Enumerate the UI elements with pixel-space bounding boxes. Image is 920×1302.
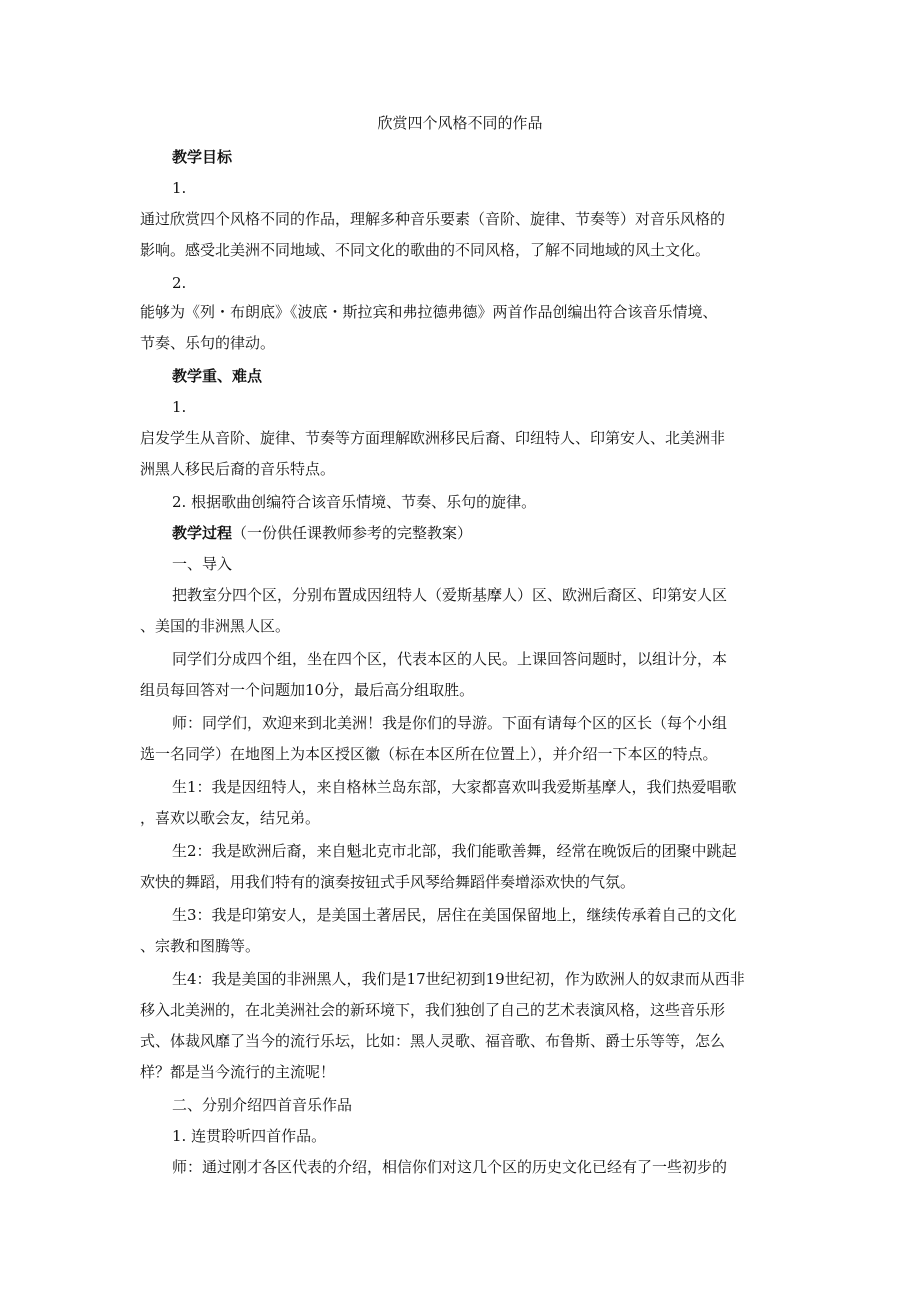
goal-paragraph-2: 能够为《列・布朗底》《波底・斯拉宾和弗拉德弗德》两首作品创编出符合该音乐情境、 节奏、乐句的律动。 xyxy=(140,303,718,352)
key-paragraph-2: 2. 根据歌曲创编符合该音乐情境、节奏、乐句的旋律。 xyxy=(172,493,537,511)
paragraph-classroom-zones: 把教室分四个区，分别布置成因纽特人（爱斯基摩人）区、欧洲后裔区、印第安人区 、美国的非洲黑人区。 xyxy=(140,586,728,635)
heading-key-points: 教学重、难点 xyxy=(172,367,263,385)
key-number-1: 1. xyxy=(172,398,187,416)
paragraph-groups: 同学们分成四个组，坐在四个区，代表本区的人民。上课回答问题时，以组计分，本 组员每回答对一个问题加10分，最后高分组取胜。 xyxy=(140,650,728,699)
goal-paragraph-1: 通过欣赏四个风格不同的作品，理解多种音乐要素（音阶、旋律、节奏等）对音乐风格的 影响。感受北美洲不同地域、不同文化的歌曲的不同风格，了解不同地域的风土文化。 xyxy=(140,210,726,259)
section-intro-heading: 一、导入 xyxy=(172,555,233,573)
key-paragraph-1: 启发学生从音阶、旋律、节奏等方面理解欧洲移民后裔、印纽特人、印第安人、北美洲非 洲黑人移民后裔的音乐特点。 xyxy=(140,429,726,478)
document-title: 欣赏四个风格不同的作品 xyxy=(377,114,543,132)
paragraph-student-4: 生4：我是美国的非洲黑人，我们是17世纪初到19世纪初，作为欧洲人的奴隶而从西非 移入北美洲的，在北美洲社会的新环境下，我们独创了自己的艺术表演风格，这些音乐形 式、体裁风靡了当今的流行乐坛，比如：黑人灵歌、福音歌、布鲁斯、爵士乐等等，怎么 样？都是当今流行的主流呢！ xyxy=(140,970,745,1081)
heading-teaching-process: 教学过程（一份供任课教师参考的完整教案） xyxy=(172,524,473,542)
list-item-1: 1. 连贯聆听四首作品。 xyxy=(172,1127,327,1145)
paragraph-student-1: 生1：我是因纽特人，来自格林兰岛东部，大家都喜欢叫我爱斯基摩人，我们热爱唱歌 ，喜欢以歌会友，结兄弟。 xyxy=(140,778,737,827)
heading-teaching-goals: 教学目标 xyxy=(172,148,233,166)
paragraph-teacher-intro: 师：通过刚才各区代表的介绍，相信你们对这几个区的历史文化已经有了一些初步的 xyxy=(172,1158,728,1176)
paragraph-teacher-welcome: 师：同学们，欢迎来到北美洲！我是你们的导游。下面有请每个区的区长（每个小组 选一名同学）在地图上为本区授区徽（标在本区所在位置上），并介绍一下本区的特点。 xyxy=(140,714,728,763)
section-works-heading: 二、分别介绍四首音乐作品 xyxy=(172,1096,353,1114)
paragraph-student-2: 生2：我是欧洲后裔，来自魁北克市北部，我们能歌善舞，经常在晚饭后的团聚中跳起 欢快的舞蹈，用我们特有的演奏按钮式手风琴给舞蹈伴奏增添欢快的气氛。 xyxy=(140,842,737,891)
goal-number-2: 2. xyxy=(172,274,187,292)
goal-number-1: 1. xyxy=(172,179,187,197)
paragraph-student-3: 生3：我是印第安人，是美国土著居民，居住在美国保留地上，继续传承着自己的文化 、宗教和图腾等。 xyxy=(140,906,737,955)
